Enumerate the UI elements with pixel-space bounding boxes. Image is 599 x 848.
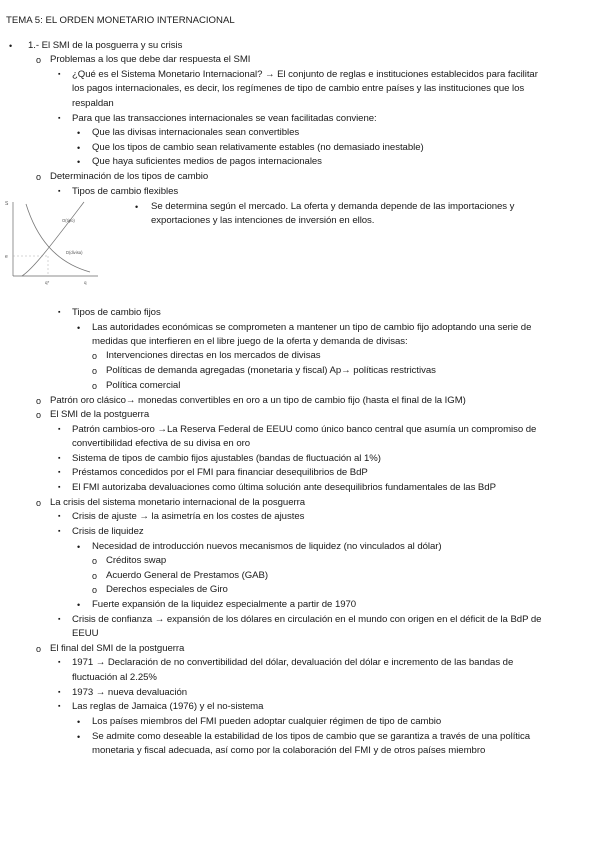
- section-heading: 1.- El SMI de la posguerra y su crisis: [28, 40, 183, 51]
- subheading: Patrón oro clásico→ monedas convertibles en oro a un tipo de cambio fijo (hasta el final de la IGM): [50, 395, 466, 406]
- bullet-marker: o: [92, 571, 98, 581]
- list-item-continuation: los pagos internacionales, es decir, los regímenes de tipo de cambio entre países y las instituciones que los: [72, 83, 525, 94]
- subheading: Determinación de los tipos de cambio: [50, 171, 209, 182]
- subheading: Problemas a los que debe dar respuesta el SMI: [50, 54, 251, 65]
- list-item: Las reglas de Jamaica (1976) y el no-sistema: [72, 701, 264, 712]
- bullet-marker: o: [36, 498, 42, 508]
- bullet-marker: ▪: [58, 659, 61, 666]
- bullet-marker: ▪: [58, 188, 61, 195]
- list-item-continuation: fluctuación al 2.25%: [72, 672, 157, 683]
- bullet-marker: o: [36, 410, 42, 420]
- bullet-marker: o: [92, 556, 98, 566]
- bullet-marker: ▪: [58, 115, 61, 122]
- bullet-marker: ▪: [58, 703, 61, 710]
- list-item-continuation: EEUU: [72, 628, 99, 639]
- exchange-rate-figure: [4, 196, 100, 286]
- figure-curve-label-demand: D(divisa): [66, 250, 83, 255]
- list-item: Que los tipos de cambio sean relativamente estables (no demasiado inestable): [92, 142, 424, 153]
- bullet-marker: •: [77, 717, 81, 727]
- figure-y-axis-label: S: [5, 201, 9, 207]
- list-item: Los países miembros del FMI pueden adoptar cualquier régimen de tipo de cambio: [92, 716, 442, 727]
- figure-curve-label-supply: O(tipo): [62, 218, 75, 223]
- list-item: Para que las transacciones internacionales se vean facilitadas conviene:: [72, 113, 377, 124]
- bullet-marker: o: [36, 396, 42, 406]
- bullet-marker: o: [92, 585, 98, 595]
- bullet-marker: •: [9, 41, 13, 51]
- bullet-marker: ▪: [58, 469, 61, 476]
- bullet-marker: ▪: [58, 455, 61, 462]
- subheading: La crisis del sistema monetario internacional de la posguerra: [50, 497, 306, 508]
- bullet-marker: •: [77, 143, 81, 153]
- bullet-marker: ▪: [58, 689, 61, 696]
- list-item: 1971 → Declaración de no convertibilidad del dólar, devaluación del dólar e incremento de las bandas de: [72, 657, 514, 668]
- subheading: El final del SMI de la postguerra: [50, 643, 185, 654]
- list-item: Crisis de liquidez: [72, 526, 144, 537]
- list-item-continuation: convertibilidad efectiva de su divisa en oro: [72, 438, 251, 449]
- list-item: Necesidad de introducción nuevos mecanismos de liquidez (no vinculados al dólar): [92, 541, 442, 552]
- bullet-marker: o: [36, 172, 42, 182]
- list-item: Patrón cambios-oro →La Reserva Federal de EEUU como único banco central que asumía un compromiso de: [72, 424, 537, 435]
- bullet-marker: •: [77, 157, 81, 167]
- bullet-marker: •: [77, 600, 81, 610]
- list-item: Que haya suficientes medios de pagos internacionales: [92, 156, 322, 167]
- bullet-marker: o: [92, 366, 98, 376]
- bullet-marker: •: [77, 732, 81, 742]
- list-item: Que las divisas internacionales sean convertibles: [92, 127, 300, 138]
- list-item: ¿Qué es el Sistema Monetario Internacional? → El conjunto de reglas e instituciones establecidos para facilitar: [72, 69, 538, 80]
- bullet-marker: •: [77, 128, 81, 138]
- bullet-marker: ▪: [58, 309, 61, 316]
- list-item: Fuerte expansión de la liquidez especialmente a partir de 1970: [92, 599, 357, 610]
- figure-x-axis-label: q: [84, 280, 87, 285]
- supply-curve: [22, 202, 84, 276]
- bullet-marker: o: [92, 381, 98, 391]
- list-item: Se admite como deseable la estabilidad de los tipos de cambio que se garantiza a través de una política: [92, 731, 531, 742]
- demand-curve: [26, 204, 90, 272]
- bullet-marker: ▪: [58, 426, 61, 433]
- bullet-marker: o: [92, 351, 98, 361]
- bullet-marker: •: [77, 323, 81, 333]
- list-item: Políticas de demanda agregadas (monetaria y fiscal) Ap→ políticas restrictivas: [106, 365, 436, 376]
- list-item: Sistema de tipos de cambio fijos ajustables (bandas de fluctuación al 1%): [72, 453, 381, 464]
- list-item: Crisis de ajuste → la asimetría en los costes de ajustes: [72, 511, 305, 522]
- list-item: Acuerdo General de Prestamos (GAB): [106, 570, 268, 581]
- list-item-continuation: exportaciones y las intenciones de inversión en ellos.: [151, 215, 375, 226]
- list-item-continuation: respaldan: [72, 98, 114, 109]
- list-item: Tipos de cambio fijos: [72, 307, 161, 318]
- list-item: Préstamos concedidos por el FMI para financiar desequilibrios de BdP: [72, 467, 368, 478]
- list-item: Tipos de cambio flexibles: [72, 186, 179, 197]
- subheading: El SMI de la postguerra: [50, 409, 150, 420]
- list-item: Política comercial: [106, 380, 181, 391]
- list-item: Crisis de confianza → expansión de los dólares en circulación en el mundo con origen en el déficit de la BdP de: [72, 614, 542, 625]
- bullet-marker: o: [36, 644, 42, 654]
- figure-y-tick-label: e: [5, 254, 8, 260]
- list-item-continuation: medidas que interfieren en el libre juego de la oferta y demanda de divisas:: [92, 336, 408, 347]
- list-item: Derechos especiales de Giro: [106, 584, 228, 595]
- bullet-marker: •: [135, 202, 139, 212]
- figure-x-tick-label: q*: [45, 280, 50, 285]
- bullet-marker: ▪: [58, 616, 61, 623]
- list-item: Las autoridades económicas se comprometen a mantener un tipo de cambio fijo adoptando una serie de: [92, 322, 532, 333]
- bullet-marker: ▪: [58, 528, 61, 535]
- document-title: TEMA 5: EL ORDEN MONETARIO INTERNACIONAL: [6, 15, 235, 26]
- list-item: Se determina según el mercado. La oferta y demanda depende de las importaciones y: [151, 201, 515, 212]
- list-item: 1973 → nueva devaluación: [72, 687, 188, 698]
- list-item: El FMI autorizaba devaluaciones como última solución ante desequilibrios fundamentales de las BdP: [72, 482, 496, 493]
- list-item: Créditos swap: [106, 555, 167, 566]
- bullet-marker: •: [77, 542, 81, 552]
- bullet-marker: ▪: [58, 513, 61, 520]
- bullet-marker: ▪: [58, 71, 61, 78]
- bullet-marker: o: [36, 55, 42, 65]
- list-item-continuation: monetaria y fiscal adecuada, así como por la colaboración del FMI y de otros países miembro: [92, 745, 486, 756]
- bullet-marker: ▪: [58, 484, 61, 491]
- list-item: Intervenciones directas en los mercados de divisas: [106, 350, 321, 361]
